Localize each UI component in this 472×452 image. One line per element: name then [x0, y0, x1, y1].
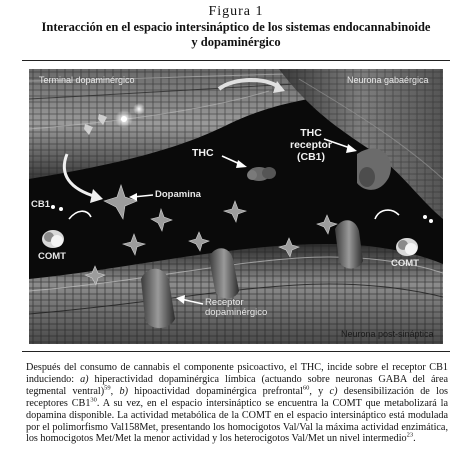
label-cb1: CB1 — [31, 199, 51, 210]
label-comt-left: COMT — [38, 251, 66, 262]
label-comt-right: COMT — [391, 258, 419, 269]
synapse-illustration — [29, 69, 443, 344]
label-receptor: Receptor dopaminérgico — [205, 297, 268, 318]
label-thc-receptor: THC receptor (CB1) — [289, 127, 332, 163]
figure-title — [20, 20, 452, 50]
comt-enzyme-icon — [42, 230, 64, 248]
label-postsynaptic: Neurona post-sináptica — [341, 329, 434, 339]
bottom-rule — [22, 351, 450, 352]
label-terminal: Terminal dopaminérgico — [39, 75, 135, 85]
label-thc: THC — [192, 147, 214, 159]
label-dopamina: Dopamina — [155, 189, 201, 200]
figure-title-line-2: y dopaminérgico — [191, 35, 281, 49]
comt-enzyme-icon — [396, 238, 418, 256]
figure-caption: Después del consumo de cannabis el componente psicoactivo, el THC, incide sobre el receptor CB1 induciendo: a) hiperactividad dopaminérgica límbica (actuando sobre neuronas GABA del área tegmental ventral)$^{59}$, b) hipoactividad dopaminérgica prefrontal$^{60}$, y c) desensibilización de los receptores $CB1^{30}$. A su vez, en el espacio intersináptico se encuentra la COMT que metabolizará la dopamina disponible. La actividad metabólica de la COMT en el espacio intersináptico está modulada por el polimorfismo Val158Met, presentando los homocigotos Val/Val la máxima actividad enzimática, los homocigotos Met/Met la menor actividad y los heterocigotos Val/Met un nivel intermedio$^{23}$. — [26, 362, 448, 445]
top-rule — [22, 60, 450, 61]
figure-label: Figura 1 — [208, 4, 264, 19]
label-gabaergic: Neurona gabaérgica — [347, 75, 429, 85]
figure-title-line-1: Interacción en el espacio intersináptico de los sistemas endocannabinoide — [41, 20, 431, 34]
